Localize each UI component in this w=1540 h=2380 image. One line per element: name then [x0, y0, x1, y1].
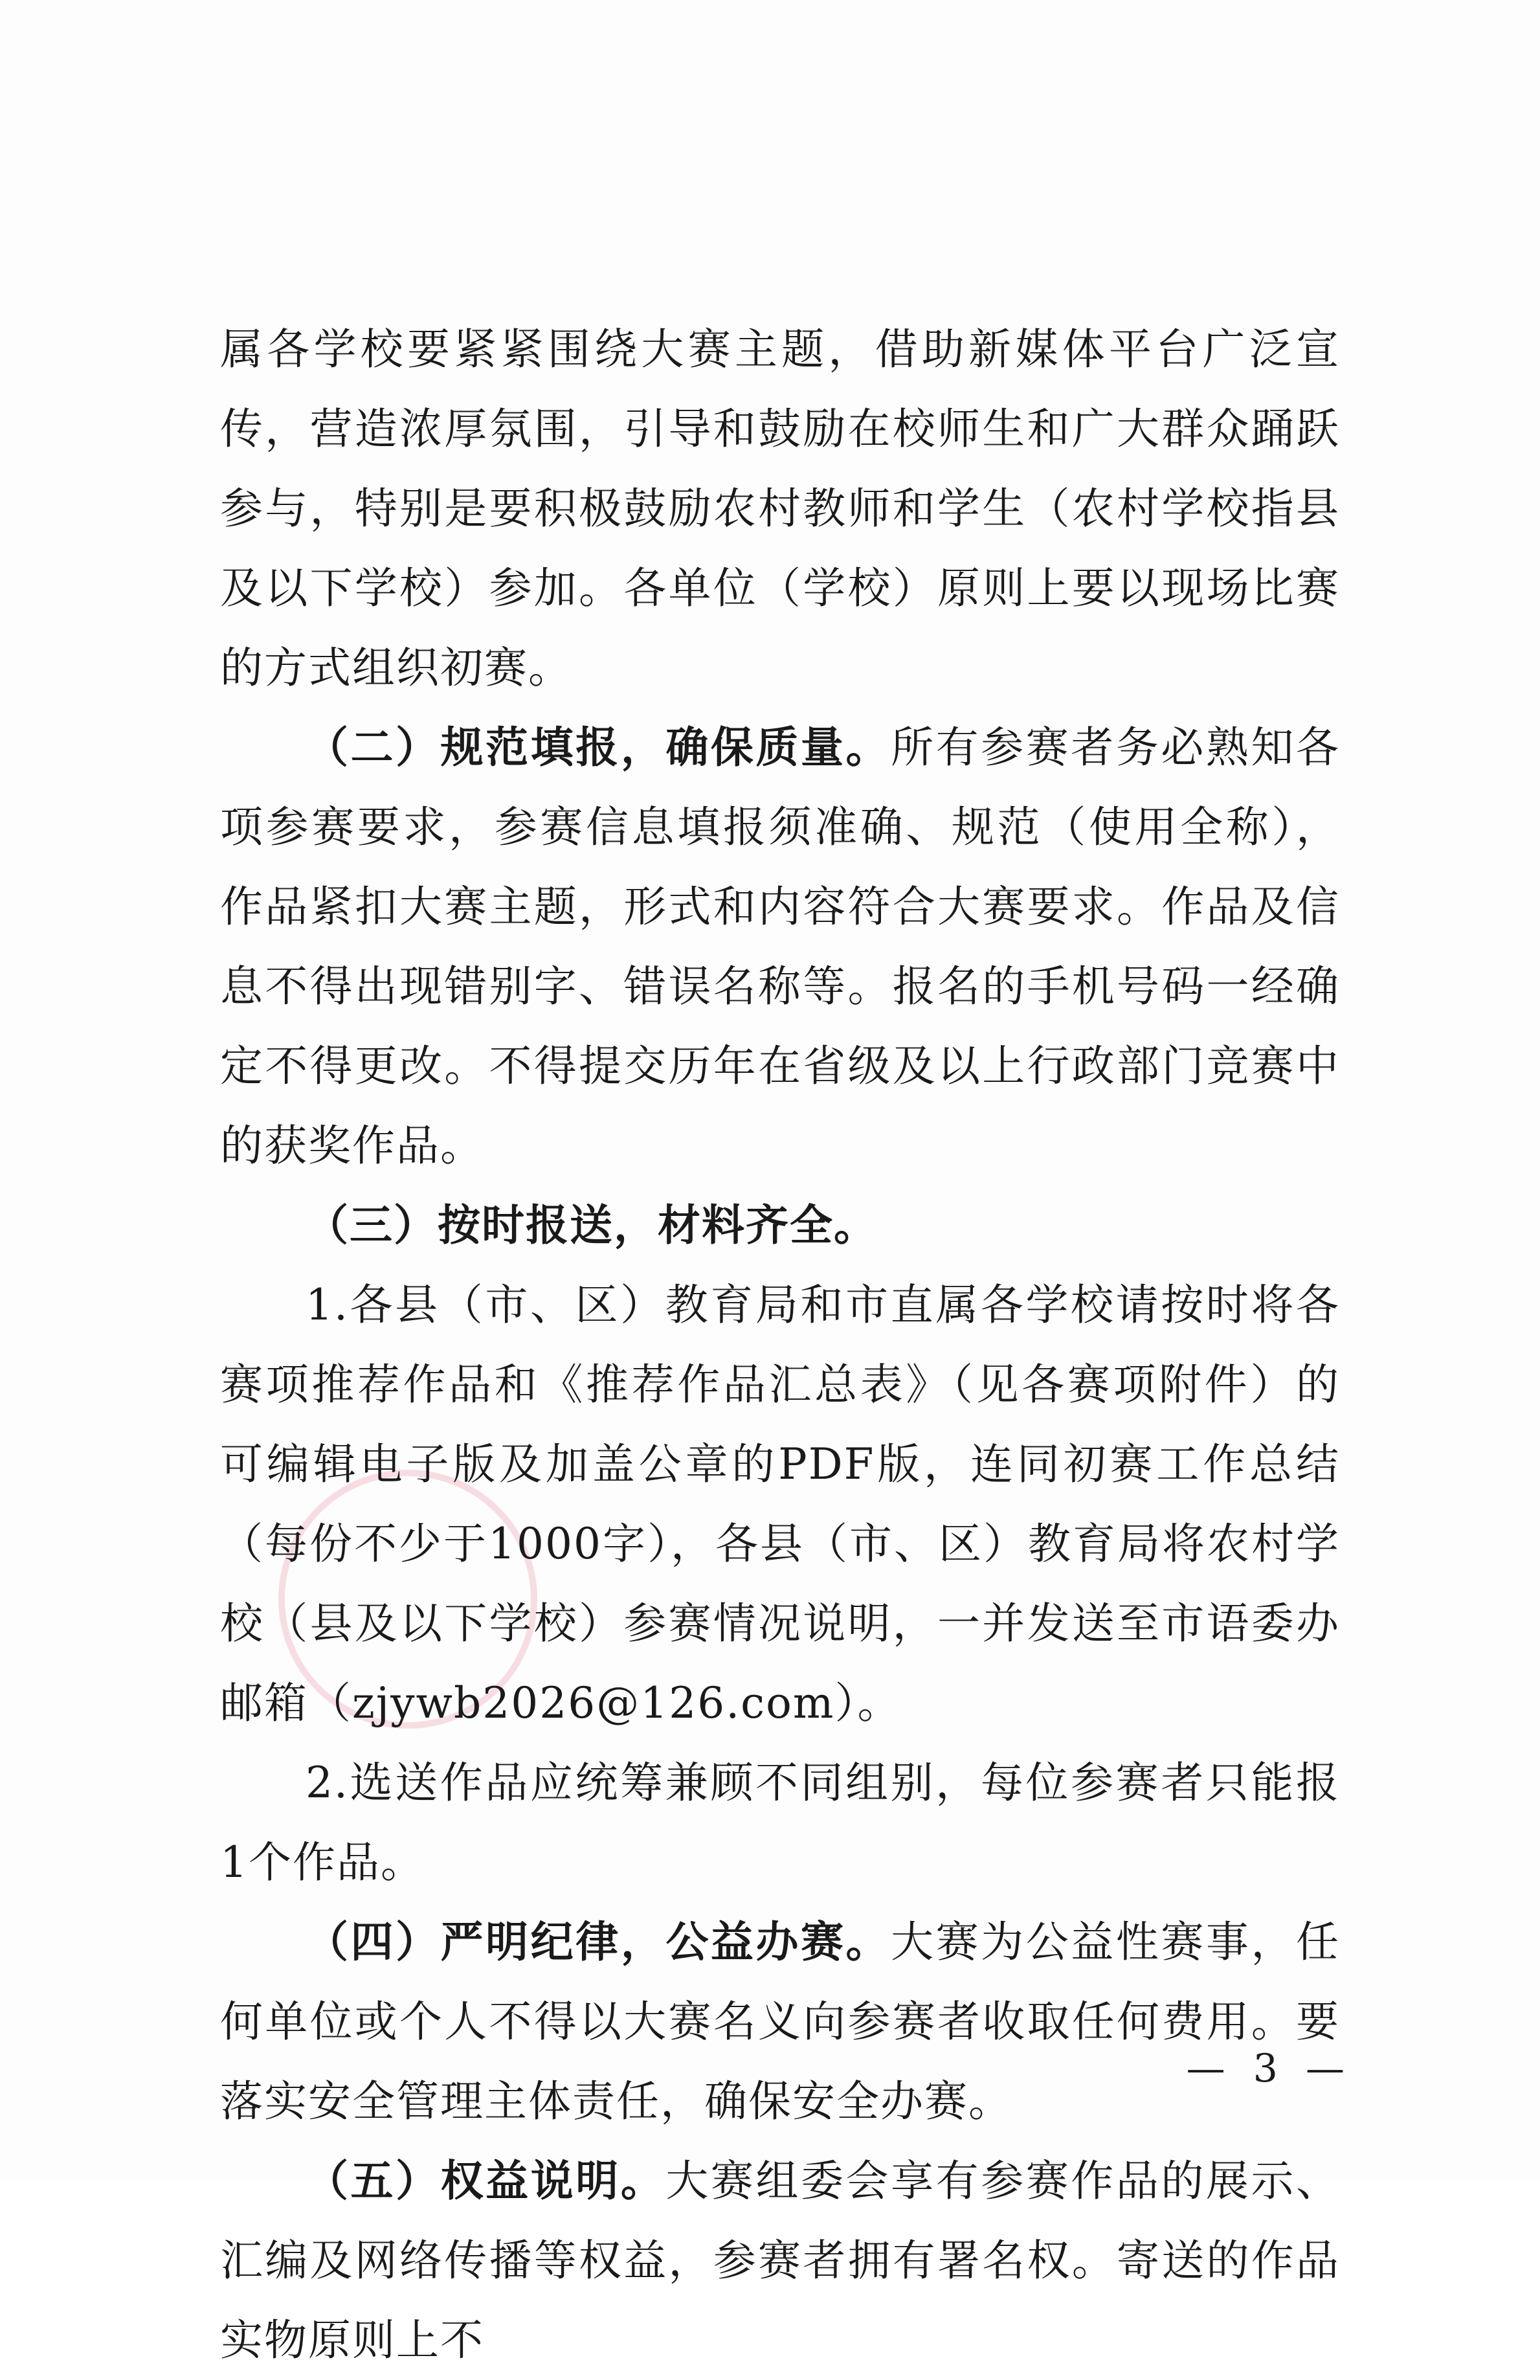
paragraph-7 [220, 2141, 1340, 2380]
page-number: — 3 — [1186, 2046, 1352, 2091]
section-heading-4: （四）严明纪律，公益办赛。 [306, 1916, 891, 1967]
paragraph-5-text: 2.选送作品应统筹兼顾不同组别，每位参赛者只能报1个作品。 [220, 1758, 1340, 1887]
paragraph-3 [220, 1185, 1340, 1265]
paragraph-1 [220, 309, 1340, 708]
paragraph-4-text: 1.各县（市、区）教育局和市直属各学校请按时将各赛项推荐作品和《推荐作品汇总表》（见各赛项附件）的可编辑电子版及加盖公章的PDF版，连同初赛工作总结（每份不少于1000字），各县（市、区）教育局将农村学校（县及以下学校）参赛情况说明，一并发送至市语委办邮箱（zjywb2026@126.com）。 [220, 1280, 1340, 1728]
document-body [220, 309, 1340, 2380]
paragraph-4 [220, 1265, 1340, 1743]
section-heading-3: （三）按时报送，材料齐全。 [306, 1200, 878, 1250]
paragraph-7-text: 大赛组委会享有参赛作品的展示、汇编及网络传播等权益，参赛者拥有署名权。寄送的作品实物原则上不 [220, 2156, 1341, 2365]
section-heading-2: （二）规范填报，确保质量。 [306, 722, 891, 772]
paragraph-6 [220, 1902, 1340, 2141]
paragraph-2-text: 所有参赛者务必熟知各项参赛要求，参赛信息填报须准确、规范（使用全称），作品紧扣大赛主题，形式和内容符合大赛要求。作品及信息不得出现错别字、错误名称等。报名的手机号码一经确定不得更改。不得提交历年在省级及以上行政部门竞赛中的获奖作品。 [220, 723, 1341, 1171]
paragraph-5 [220, 1743, 1340, 1902]
section-heading-5: （五）权益说明。 [306, 2155, 666, 2206]
paragraph-2 [220, 708, 1340, 1185]
paragraph-1-text: 属各学校要紧紧围绕大赛主题，借助新媒体平台广泛宣传，营造浓厚氛围，引导和鼓励在校师生和广大群众踊跃参与，特别是要积极鼓励农村教师和学生（农村学校指县及以下学校）参加。各单位（学校）原则上要以现场比赛的方式组织初赛。 [220, 324, 1340, 693]
paragraph-6-text: 大赛为公益性赛事，任何单位或个人不得以大赛名义向参赛者收取任何费用。要落实安全管理主体责任，确保安全办赛。 [220, 1917, 1341, 2126]
